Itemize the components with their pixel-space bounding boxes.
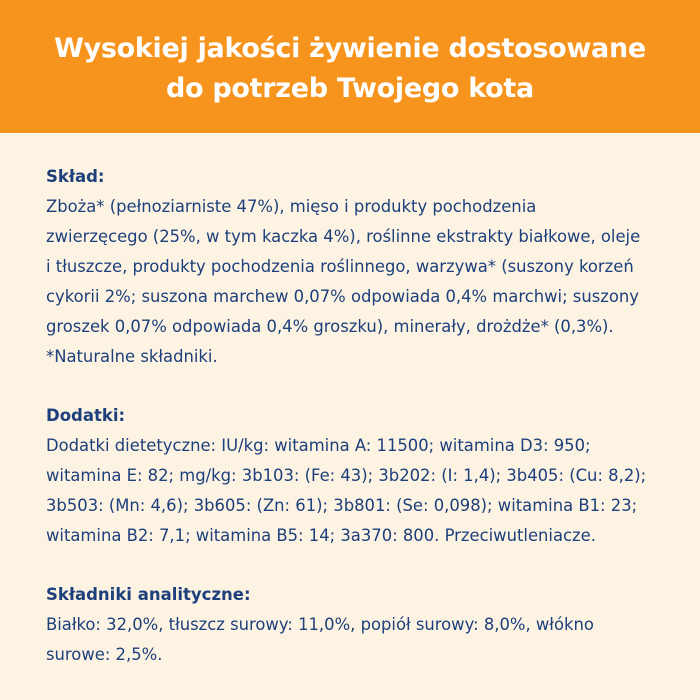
section-heading: Składniki analityczne: xyxy=(46,585,251,604)
section-analytical-constituents xyxy=(46,580,670,670)
product-info xyxy=(46,162,670,670)
section-heading: Dodatki: xyxy=(46,406,126,425)
header-banner xyxy=(0,0,700,133)
section-additives xyxy=(46,401,670,551)
section-body: Białko: 32,0%, tłuszcz surowy: 11,0%, popiół surowy: 8,0%, włókno surowe: 2,5%. xyxy=(46,615,594,664)
section-ingredients xyxy=(46,162,670,372)
page-title: Wysokiej jakości żywienie dostosowane do potrzeb Twojego kota xyxy=(54,32,646,104)
section-heading: Skład: xyxy=(46,167,105,186)
section-body: Dodatki dietetyczne: IU/kg: witamina A: 11500; witamina D3: 950; witamina E: 82; mg/kg: 3b103: (Fe: 43); 3b202: (I: 1,4); 3b405: (Cu: 8,2); 3b503: (Mn: 4,6); 3b605: (Zn: 61); 3b801: (Se: 0,098); witamina B1: 23; witamina B2: 7,1; witamina B5: 14; 3a370: 800. Przeciwutleniacze. xyxy=(46,436,647,545)
section-body: Zboża* (pełnoziarniste 47%), mięso i produkty pochodzenia zwierzęcego (25%, w tym kaczka 4%), roślinne ekstrakty białkowe, oleje i tłuszcze, produkty pochodzenia roślinnego, warzywa* (suszony korzeń cykorii 2%; suszona marchew 0,07% odpowiada 0,4% marchwi; suszony groszek 0,07% odpowiada 0,4% groszku), minerały, drożdże* (0,3%). *Naturalne składniki. xyxy=(46,197,641,366)
